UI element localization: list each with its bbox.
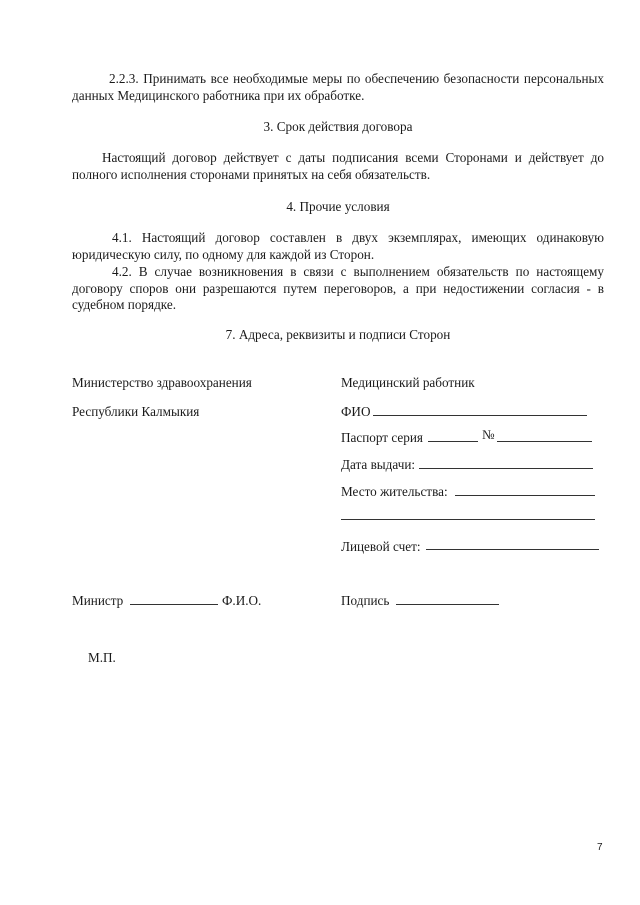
residence-label: Место жительства:	[341, 484, 448, 499]
minister-label: Министр	[72, 593, 124, 608]
passport-number-sign: №	[482, 427, 495, 442]
fio-field[interactable]	[373, 415, 587, 416]
account-label: Лицевой счет:	[341, 539, 421, 554]
passport-number-field[interactable]	[497, 441, 592, 442]
minister-fio-label: Ф.И.О.	[222, 593, 262, 608]
fio-label: ФИО	[341, 404, 371, 419]
section-4-heading: 4. Прочие условия	[286, 199, 390, 214]
issue-date-label: Дата выдачи:	[341, 457, 416, 472]
clause-4-1: 4.1. Настоящий договор составлен в двух экземплярах, имеющих одинаковую юридическую силу, по одному для каждой из Сторон.	[72, 230, 604, 262]
residence-field[interactable]	[455, 495, 595, 496]
issue-date-field[interactable]	[419, 468, 593, 469]
passport-series-label: Паспорт серия	[341, 430, 423, 445]
right-party-title: Медицинский работник	[341, 375, 475, 390]
passport-series-field[interactable]	[428, 441, 478, 442]
employee-signature-field[interactable]	[396, 604, 499, 605]
clause-4-2: 4.2. В случае возникновения в связи с выполнением обязательств по настоящему договору споров они разрешаются путем переговоров, а при недостижении согласия - в судебном порядке.	[72, 264, 604, 312]
page-number: 7	[597, 842, 603, 853]
section-3-heading: 3. Срок действия договора	[263, 119, 413, 134]
left-party-line-2: Республики Калмыкия	[72, 404, 200, 419]
minister-signature-field[interactable]	[130, 604, 218, 605]
account-field[interactable]	[426, 549, 599, 550]
stamp-place-label: М.П.	[88, 650, 116, 665]
section-7-heading: 7. Адреса, реквизиты и подписи Сторон	[225, 327, 451, 342]
clause-2-2-3: 2.2.3. Принимать все необходимые меры по обеспечению безопасности персональных данных Медицинского работника при их обработке.	[72, 71, 604, 103]
residence-field-line-2[interactable]	[341, 519, 595, 520]
left-party-line-1: Министерство здравоохранения	[72, 375, 252, 390]
signature-label: Подпись	[341, 593, 390, 608]
section-3-text: Настоящий договор действует с даты подписания всеми Сторонами и действует до полного исполнения сторонами принятых на себя обязательств.	[72, 150, 604, 182]
